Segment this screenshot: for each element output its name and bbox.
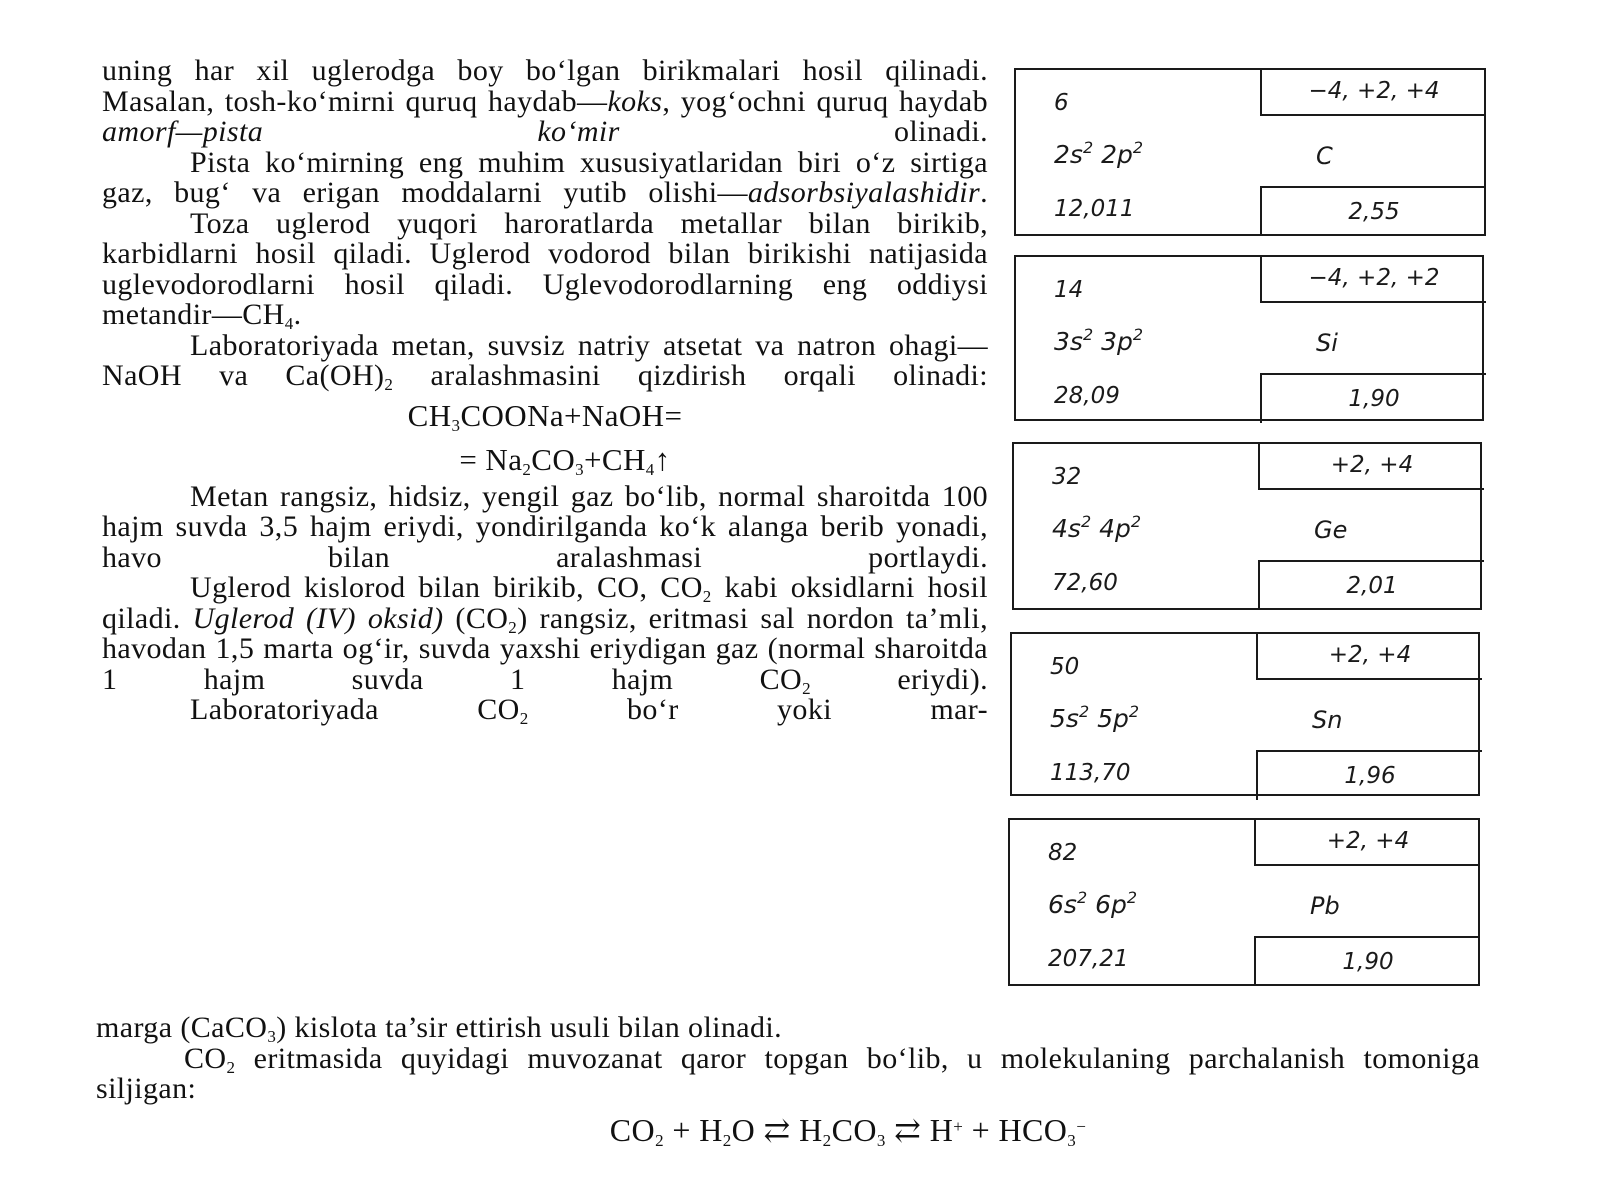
full-width-text	[96, 1011, 1480, 1150]
element-symbol: Si	[1316, 329, 1338, 357]
paragraph-7-end: marga (CaCO$_3$) kislota ta’sir ettirish usuli bilan olinadi.	[96, 1011, 783, 1046]
atomic-number: 32	[1052, 464, 1082, 490]
atomic-mass: 12,011	[1054, 196, 1135, 222]
element-symbol: C	[1316, 142, 1333, 170]
electronegativity: 1,90	[1260, 373, 1486, 423]
electron-configuration: $2s^2$ $2p^2$	[1054, 138, 1144, 169]
element-card-germanium	[1012, 442, 1482, 610]
paragraph-7-start: Laboratoriyada $CO_2$ bo‘r yoki mar-	[190, 693, 988, 728]
atomic-mass: 113,70	[1050, 760, 1131, 786]
electron-configuration: $5s^2$ $5p^2$	[1050, 702, 1140, 733]
atomic-number: 14	[1054, 277, 1084, 303]
electron-configuration: $6s^2$ $6p^2$	[1048, 888, 1138, 919]
oxidation-states: +2, +4	[1256, 632, 1482, 680]
atomic-number: 6	[1054, 90, 1069, 116]
atomic-number: 50	[1050, 654, 1080, 680]
paragraph-1: uning har xil uglerodga boy bo‘lgan birikmalari hosil qilinadi. Masalan, tosh-ko‘mirni quruq haydab—koks, yog‘ochni quruq haydab amorf—pista ko‘mir olinadi.	[102, 54, 989, 148]
paragraph-4: Laboratoriyada metan, suvsiz natriy atsetat va natron ohagi—NaOH va $Ca(OH)_2$ aralashmasini qizdirish orqali olinadi:	[102, 328, 988, 394]
atomic-mass: 72,60	[1052, 570, 1118, 596]
atomic-mass: 207,21	[1048, 946, 1129, 972]
element-card-tin	[1010, 632, 1480, 796]
atomic-mass: 28,09	[1054, 383, 1120, 409]
oxidation-states: +2, +4	[1258, 442, 1484, 490]
methane-equation-line-1: $CH_3COONa+NaOH=$	[407, 397, 683, 435]
electronegativity: 1,96	[1256, 750, 1482, 800]
element-symbol: Ge	[1314, 516, 1348, 544]
atomic-number: 82	[1048, 840, 1078, 866]
element-card-silicon	[1014, 255, 1484, 421]
carbonic-acid-equilibrium-equation: $CO_2 + H_2O$ ⇄ $H_2CO_3$ ⇄ $H^+ + HCO_3^-$	[609, 1111, 1087, 1150]
oxidation-states: +2, +4	[1254, 818, 1480, 866]
electronegativity: 2,55	[1260, 186, 1486, 236]
paragraph-2: Pista ko‘mirning eng muhim xususiyatlaridan biri o‘z sirtiga gaz, bug‘ va erigan moddalarni yutib olishi—adsorbsiyalashidir.	[102, 145, 988, 209]
element-symbol: Pb	[1310, 892, 1340, 920]
element-card-lead	[1008, 818, 1480, 986]
oxidation-states: −4, +2, +2	[1260, 255, 1486, 303]
electronegativity: 2,01	[1258, 560, 1484, 610]
electronegativity: 1,90	[1254, 936, 1480, 986]
element-symbol: Sn	[1312, 706, 1343, 734]
electron-configuration: $3s^2$ $3p^2$	[1054, 325, 1144, 356]
paragraph-5: Metan rangsiz, hidsiz, yengil gaz bo‘lib, normal sharoitda 100 hajm suvda 3,5 hajm eriydi, yondirilganda ko‘k alanga berib yonadi, havo bilan aralashmasi portlaydi.	[102, 479, 988, 574]
paragraph-8: $CO_2$ eritmasida quyidagi muvozanat qaror topgan bo‘lib, u molekulaning parchalanish tomoniga siljigan:	[96, 1041, 1480, 1105]
methane-equation-line-2: = $Na_2CO_3+CH_4↑$	[459, 441, 671, 479]
electron-configuration: $4s^2$ $4p^2$	[1052, 512, 1142, 543]
paragraph-6: Uglerod kislorod bilan birikib, CO, $CO_2$ kabi oksidlarni hosil qiladi. Uglerod (IV) oksid) $(CO_2)$ rangsiz, eritmasi sal nordon ta’mli, havodan 1,5 marta og‘ir, suvda yaxshi eriydigan gaz (normal sharoitda 1 hajm suvda 1 hajm $CO_2$ eriydi).	[102, 571, 989, 698]
text-column	[102, 56, 988, 726]
paragraph-3: Toza uglerod yuqori haroratlarda metallar bilan birikib, karbidlarni hosil qiladi. Uglerod vodorod bilan birikishi natijasida uglevodorodlarni hosil qiladi. Uglevodorodlarning eng oddiysi $metandir—CH_4$.	[102, 206, 988, 333]
oxidation-states: −4, +2, +4	[1260, 68, 1486, 116]
element-card-carbon	[1014, 68, 1486, 236]
